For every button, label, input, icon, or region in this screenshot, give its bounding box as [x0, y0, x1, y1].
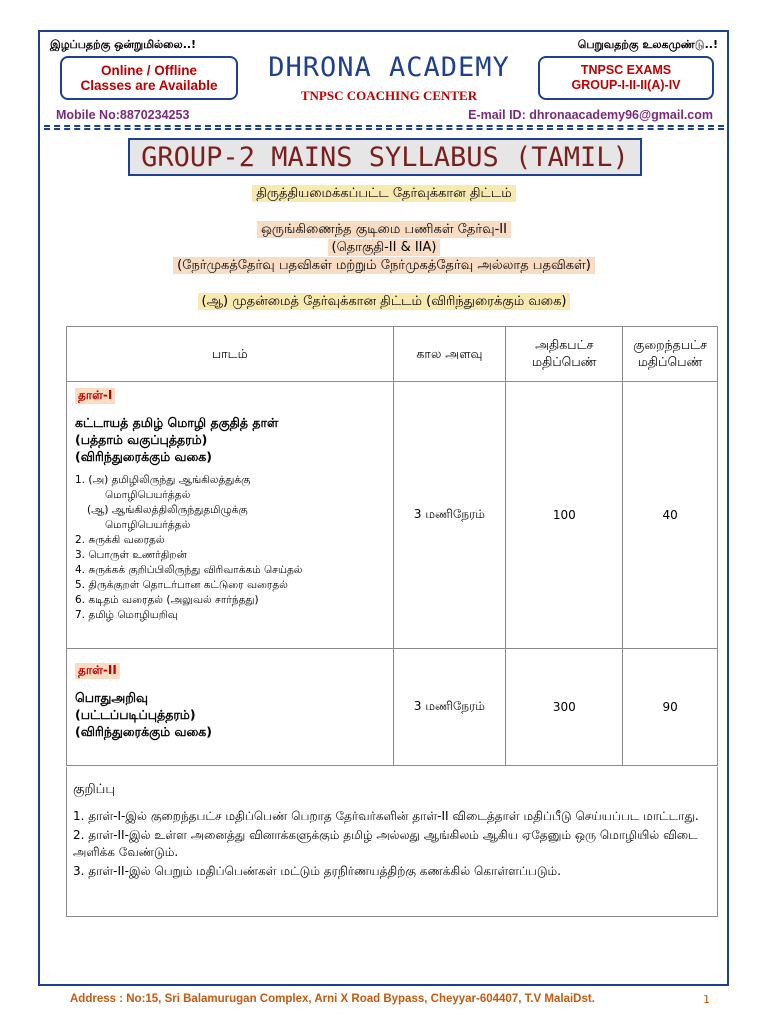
- paper-1-item: 3. பொருள் உணர்திறன்: [75, 549, 187, 561]
- table-row: [67, 382, 718, 649]
- paper-1-line: (பத்தாம் வகுப்புத்தரம்): [75, 432, 208, 447]
- right-slogan: பெறுவதற்கு உலகமுண்டு..!: [577, 38, 718, 51]
- paper-1-label: தாள்-I: [75, 388, 115, 404]
- box-left-line-1: Online / Offline: [100, 63, 197, 78]
- paper-1-subject: [67, 382, 394, 649]
- paper-1-item: 7. தமிழ் மொழியறிவு: [75, 609, 178, 621]
- header-min-marks: குறைந்தபட்ச மதிப்பெண்: [623, 327, 718, 382]
- email-address: E-mail ID: dhronaacademy96@gmail.com: [468, 108, 713, 122]
- paper-1-item: 2. சுருக்கி வரைதல்: [75, 534, 165, 546]
- paper-2-line: பொதுஅறிவு: [75, 690, 149, 705]
- note-item: 1. தாள்-I-இல் குறைந்தபட்ச மதிப்பெண் பெறாத தேர்வர்களின் தாள்-II விடைத்தாள் மதிப்பீடு செய்யப்பட மாட்டாது.: [73, 809, 699, 823]
- left-slogan: இழப்பதற்கு ஒன்றுமில்லை..!: [50, 38, 197, 51]
- revised-scheme-text: திருத்தியமைக்கப்பட்ட தேர்வுக்கான திட்டம்: [252, 185, 515, 202]
- paper-1-item: 5. திருக்குறள் தொடர்பான கட்டுரை வரைதல்: [75, 579, 288, 591]
- paper-2-line: (விரிந்துரைக்கும் வகை): [75, 724, 213, 739]
- footer-address: Address : No:15, Sri Balamurugan Complex, Arni X Road Bypass, Cheyyar-604407, T.V MalaiDst.: [70, 993, 595, 1005]
- note-item: 2. தாள்-II-இல் உள்ள அனைத்து வினாக்களுக்கும் தமிழ் அல்லது ஆங்கிலம் ஆகிய ஏதேனும் ஒரு மொழியில் விடை அளிக்க வேண்டும்.: [73, 828, 698, 859]
- paper-1-item: 6. கடிதம் வரைதல் (அலுவல் சார்ந்தது): [75, 594, 259, 606]
- paper-1-line: கட்டாயத் தமிழ் மொழி தகுதித் தாள்: [75, 415, 279, 430]
- paper-1-item: (ஆ) ஆங்கிலத்திலிருந்துதமிழுக்கு: [87, 504, 248, 516]
- header-duration: கால அளவு: [393, 327, 506, 382]
- paper-2-label: தாள்-II: [75, 663, 120, 679]
- header-divider: [44, 125, 724, 130]
- exam-group-line: [0, 240, 768, 256]
- mobile-number: Mobile No:8870234253: [56, 108, 190, 122]
- exam-posts-line: [0, 258, 768, 274]
- exam-posts-text: (நேர்முகத்தேர்வு பதவிகள் மற்றும் நேர்முகத்தேர்வு அல்லாத பதவிகள்): [173, 257, 595, 274]
- revised-scheme-line: [0, 186, 768, 202]
- page-title: GROUP-2 MAINS SYLLABUS (TAMIL): [128, 138, 642, 176]
- table-header-row: [67, 327, 718, 382]
- academy-subtitle: TNPSC COACHING CENTER: [300, 88, 478, 103]
- scheme-heading-line: [0, 294, 768, 310]
- paper-2-min-marks: 90: [623, 649, 718, 766]
- paper-2-duration: 3 மணிநேரம்: [393, 649, 506, 766]
- academy-name: DHRONA ACADEMY: [268, 52, 510, 83]
- classes-available-box: [60, 56, 238, 100]
- box-right-line-1: TNPSC EXAMS: [580, 63, 672, 77]
- paper-1-item: மொழிபெயர்த்தல்: [105, 489, 191, 501]
- paper-1-min-marks: 40: [623, 382, 718, 649]
- notes-title: குறிப்பு: [73, 782, 116, 797]
- scheme-heading-text: (ஆ) முதன்மைத் தேர்வுக்கான திட்டம் (விரிந்துரைக்கும் வகை): [198, 293, 571, 310]
- paper-1-item: 1. (அ) தமிழிலிருந்து ஆங்கிலத்துக்கு: [75, 474, 251, 486]
- paper-2-line: (பட்டப்படிப்புத்தரம்): [75, 707, 196, 722]
- exam-group-text: (தொகுதி-II & IIA): [328, 239, 441, 256]
- box-right-line-2: GROUP-I-II-II(A)-IV: [571, 78, 681, 92]
- paper-1-duration: 3 மணிநேரம்: [393, 382, 506, 649]
- table-row: [67, 649, 718, 766]
- exam-name-line: [0, 222, 768, 238]
- paper-1-item: மொழிபெயர்த்தல்: [105, 519, 191, 531]
- note-item: 3. தாள்-II-இல் பெறும் மதிப்பெண்கள் மட்டும் தரநிர்ணயத்திற்கு கணக்கில் கொள்ளப்படும்.: [73, 864, 562, 878]
- page-number: 1: [703, 993, 710, 1006]
- header-subject: பாடம்: [67, 327, 394, 382]
- notes-box: [66, 767, 718, 917]
- paper-1-max-marks: 100: [506, 382, 623, 649]
- paper-1-line: (விரிந்துரைக்கும் வகை): [75, 449, 213, 464]
- syllabus-table: [66, 326, 718, 766]
- paper-2-subject: [67, 649, 394, 766]
- box-left-line-2: Classes are Available: [80, 78, 218, 93]
- exam-name-text: ஒருங்கிணைந்த குடிமை பணிகள் தேர்வு-II: [257, 221, 511, 238]
- exams-box: [538, 56, 714, 100]
- paper-1-item: 4. சுருக்கக் குறிப்பிலிருந்து விரிவாக்கம் செய்தல்: [75, 564, 303, 576]
- paper-2-max-marks: 300: [506, 649, 623, 766]
- header-max-marks: அதிகபட்ச மதிப்பெண்: [506, 327, 623, 382]
